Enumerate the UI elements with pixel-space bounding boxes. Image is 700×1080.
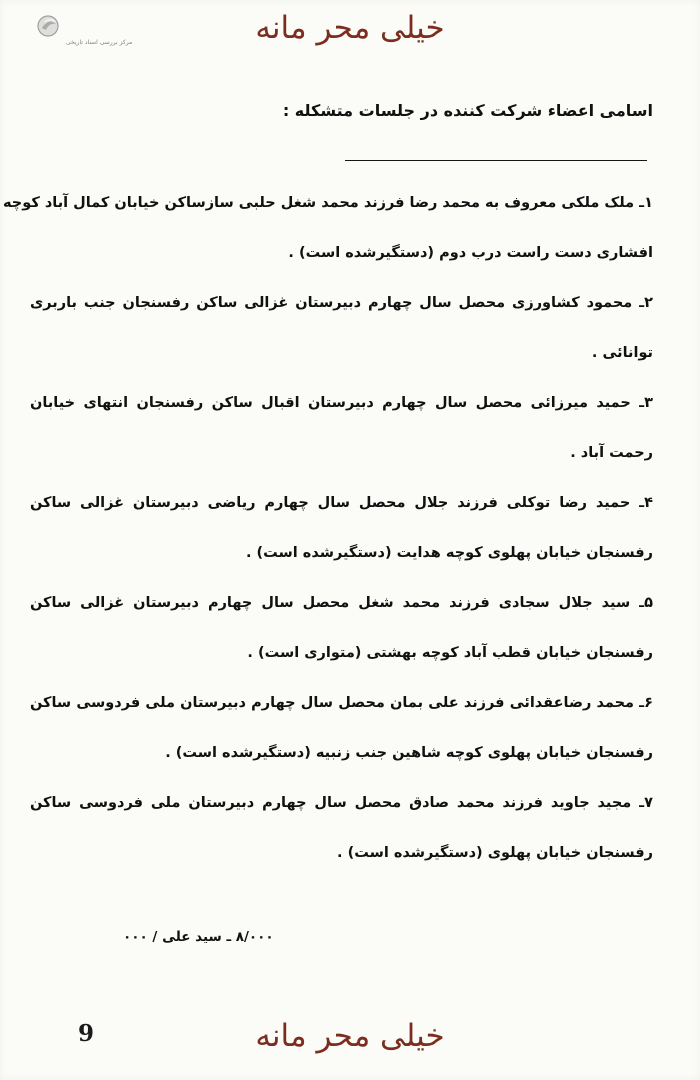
classification-header: خیلی محر مانه	[255, 10, 445, 46]
list-item-line: ۳ـ حمید میرزائی محصل سال چهارم دبیرستان اقبال ساکن رفسنجان انتهای خیابان	[30, 395, 653, 411]
list-item	[30, 489, 653, 567]
list-item	[30, 789, 653, 867]
list-item	[30, 289, 653, 367]
list-item-line: رفسنجان خیابان قطب آباد کوچه بهشتی (متواری است) .	[247, 645, 653, 661]
list-item-line: ۵ـ سید جلال سجادی فرزند محمد شغل محصل سال چهارم دبیرستان غزالی ساکن	[30, 595, 653, 611]
list-item-line: ۷ـ مجید جاوید فرزند محمد صادق محصل سال چهارم دبیرستان ملی فردوسی ساکن	[30, 795, 653, 811]
list-item-line: افشاری دست راست درب دوم (دستگیرشده است) .	[288, 245, 653, 261]
list-item-line: ۲ـ محمود کشاورزی محصل سال چهارم دبیرستان غزالی ساکن رفسنجان جنب باربری	[30, 295, 653, 311]
page-number: 9	[78, 1020, 95, 1047]
list-item	[30, 689, 653, 767]
list-item	[3, 189, 653, 267]
heading-underline	[345, 160, 647, 161]
list-item-line: ۴ـ حمید رضا توکلی فرزند جلال محصل سال چهارم ریاضی دبیرستان غزالی ساکن	[30, 495, 653, 511]
list-item-line: رفسنجان خیابان پهلوی کوچه شاهین جنب زنبیه (دستگیرشده است) .	[165, 745, 653, 761]
list-item-line: رحمت آباد .	[570, 445, 653, 461]
list-item-line: رفسنجان خیابان پهلوی کوچه هدایت (دستگیرشده است) .	[245, 545, 653, 561]
participant-list	[3, 189, 653, 889]
logo-text: مرکز بررسی اسناد تاریخی	[66, 39, 133, 46]
list-item-line: توانائی .	[591, 345, 653, 361]
list-item	[30, 589, 653, 667]
list-item-line: ۱ـ ملک ملکی معروف به محمد رضا فرزند محمد شغل حلبی سازساکن خیابان کمال آباد کوچه	[3, 195, 653, 211]
document-heading: اسامی اعضاء شرکت کننده در جلسات متشکله :	[282, 101, 653, 120]
list-item	[30, 389, 653, 467]
list-item-line: رفسنجان خیابان پهلوی (دستگیرشده است) .	[337, 845, 653, 861]
document-reference: ۸/۰۰۰ ـ سید علی / ۰۰۰	[123, 929, 274, 945]
classification-footer: خیلی محر مانه	[255, 1018, 445, 1054]
list-item-line: ۶ـ محمد رضاعقدائی فرزند علی بمان محصل سال چهارم دبیرستان ملی فردوسی ساکن	[30, 695, 653, 711]
